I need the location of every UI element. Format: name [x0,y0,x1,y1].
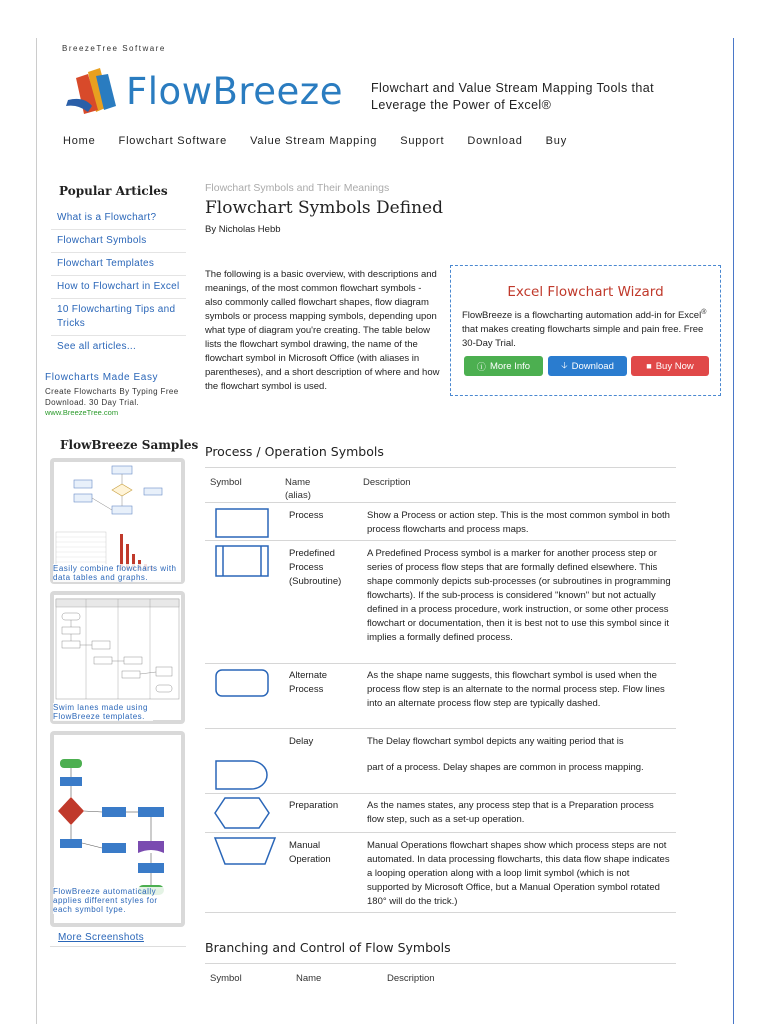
sample-caption-swimlanes: Swim lanes made using FlowBreeze templates. [53,703,153,721]
company-name: BreezeTree Software [62,44,166,53]
sample-caption-tables: Easily combine flowcharts with data tables and graphs. [53,564,181,582]
row-rule [205,540,676,541]
breadcrumb[interactable]: Flowchart Symbols and Their Meanings [205,182,390,194]
branching-col-header-name: Name [296,973,322,984]
row-rule [205,793,676,794]
table-header-rule [205,502,676,503]
nav-flowchart-software[interactable]: Flowchart Software [118,135,228,147]
article-link-flowchart-in-excel[interactable]: How to Flowchart in Excel [51,276,186,299]
excel-wizard-promo [450,265,721,396]
site-tagline: Flowchart and Value Stream Mapping Tools that Leverage the Power of Excel® [371,81,654,112]
promo-url-link[interactable]: www.BreezeTree.com [45,408,119,417]
sidebar-divider [50,946,186,947]
author-byline: By Nicholas Hebb [205,224,281,235]
promo-title-link[interactable]: Flowcharts Made Easy [45,372,159,383]
table-row-manual-operation: Manual Operation Manual Operations flowchart shapes show which process steps are not automated. In data processing flowcharts, this data flow shape indicates a looping operation along with a loop limit symbol (which is not supported by Microsoft Office, but a Manual Operation symbol rotated 180° will do the trick.) [205,836,676,912]
main-nav [63,135,590,147]
col-header-name: Name [285,477,311,488]
row-rule [205,663,676,664]
col-header-symbol: Symbol [210,477,242,488]
row-rule [205,912,676,913]
row-rule [205,832,676,833]
table-row-predefined-process: Predefined Process (Subroutine) A Predefined Process symbol is a marker for another process step or series of process flow steps that are formally defined elsewhere. This shape commonly depicts sub-processes (or subroutines in programming flowcharts). If the sub-process is considered "known" but not actually defined in a process procedure, work instruction, or some other process flowchart or documentation, then it is best not to use this symbol since it implies a formally defined process. [205,543,676,633]
promo-description: Create Flowcharts By Typing Free Download. 30 Day Trial. [45,387,179,407]
page-title: Flowchart Symbols Defined [205,198,443,218]
cart-icon: ■ [646,361,652,371]
download-arrow-icon: 🡣 [561,360,568,370]
download-button[interactable]: 🡣 Download [548,356,627,376]
article-link-what-is-flowchart[interactable]: What is a Flowchart? [51,207,186,230]
branching-col-header-description: Description [387,973,435,984]
samples-heading: FlowBreeze Samples [60,438,199,452]
flowbreeze-logo[interactable] [66,66,346,118]
sample-image-flowchart-table [54,462,181,580]
process-icon [213,507,271,539]
page-border-left [36,38,37,1024]
process-symbols-heading: Process / Operation Symbols [205,444,384,459]
sample-thumbnail-swimlanes[interactable] [50,591,185,724]
nav-buy[interactable]: Buy [545,135,568,147]
popular-articles-list [51,207,186,358]
more-info-button[interactable]: ⓘ More Info [464,356,543,376]
article-link-flowchart-templates[interactable]: Flowchart Templates [51,253,186,276]
table-top-rule [205,467,676,468]
popular-articles-heading: Popular Articles [59,184,168,198]
sample-thumbnail-styles[interactable] [50,731,185,927]
table-row-delay: Delay The Delay flowchart symbol depicts any waiting period that is part of a process. Delay shapes are common in process mapping. [205,731,676,793]
sample-image-swimlanes [54,595,181,720]
col-header-description: Description [363,477,411,488]
row-rule [205,728,676,729]
intro-paragraph: The following is a basic overview, with descriptions and meanings, of the most common flowchart symbols - also commonly called flowchart shapes, flow diagram symbols or process mapping symbols, depending upon what type of diagram you're creating. The table below lists the flowchart symbol drawing, the name of the flowchart symbol in Microsoft Office (with aliases in parentheses), and a short description of where and how the flowchart symbol is used. [205,269,440,392]
more-screenshots-link[interactable]: More Screenshots [58,932,144,943]
table-row-preparation: Preparation As the names states, any process step that is a Preparation process flow step, such as a set-up operation. [205,796,676,830]
buy-now-button[interactable]: ■ Buy Now [631,356,709,376]
logo-mark-icon [66,66,126,116]
logo-text: FlowBreeze [126,70,343,113]
table-row-process: Process Show a Process or action step. This is the most common symbol in both process flowcharts and process maps. [205,506,676,540]
page-border-right [733,38,734,1024]
sample-thumbnail-tables[interactable] [50,458,185,584]
col-header-alias: (alias) [285,490,311,501]
branching-table-top-rule [205,963,676,964]
manual-operation-icon [213,836,277,866]
wizard-description: FlowBreeze is a flowcharting automation add-in for Excel® that makes creating flowcharts simple and pain free. Free 30-Day Trial. [462,309,707,350]
nav-support[interactable]: Support [400,135,445,147]
alternate-process-icon [213,668,271,698]
nav-download[interactable]: Download [467,135,523,147]
predefined-process-icon [213,544,271,578]
info-icon: ⓘ [476,361,486,372]
sample-caption-styles: FlowBreeze automatically applies different styles for each symbol type. [53,887,171,914]
nav-home[interactable]: Home [63,135,96,147]
article-link-tips-and-tricks[interactable]: 10 Flowcharting Tips and Tricks [51,299,186,336]
article-link-see-all[interactable]: See all articles... [57,341,137,352]
wizard-title: Excel Flowchart Wizard [507,284,664,300]
article-link-flowchart-symbols[interactable]: Flowchart Symbols [51,230,186,253]
branching-col-header-symbol: Symbol [210,973,242,984]
table-row-alternate-process: Alternate Process As the shape name suggests, this flowchart symbol is used when the process flow step is an alternate to the normal process step. Flow lines into an alternate process flow step are typically dashed. [205,666,676,728]
branching-symbols-heading: Branching and Control of Flow Symbols [205,940,451,955]
preparation-icon [213,796,273,830]
nav-value-stream-mapping[interactable]: Value Stream Mapping [250,135,378,147]
delay-icon [213,759,271,791]
